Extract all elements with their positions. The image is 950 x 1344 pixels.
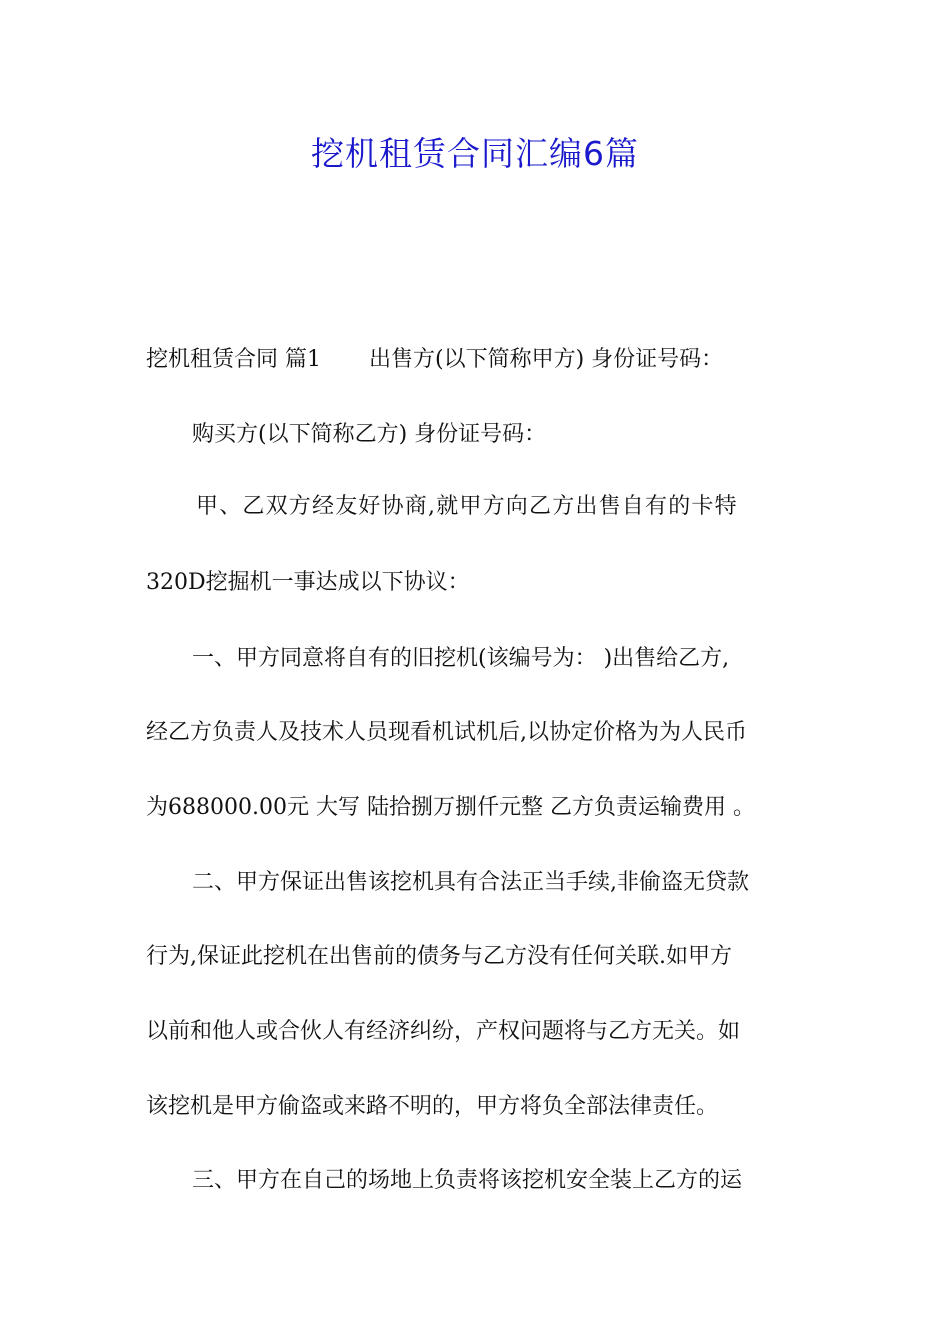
paragraph-line: 320D挖掘机一事达成以下协议：: [146, 570, 470, 595]
paragraph-line: 甲、乙双方经友好协商,就甲方向乙方出售自有的卡特: [196, 494, 738, 519]
paragraph-line: 一、甲方同意将自有的旧挖机(该编号为： )出售给乙方,: [192, 646, 730, 671]
section-heading: 挖机租赁合同 篇1: [146, 347, 321, 372]
paragraph-line: 二、甲方保证出售该挖机具有合法正当手续,非偷盗无贷款: [192, 870, 749, 895]
paragraph-line: 该挖机是甲方偷盗或来路不明的，甲方将负全部法律责任。: [146, 1094, 719, 1119]
paragraph-line: 经乙方负责人及技术人员现看机试机后,以协定价格为为人民币: [146, 720, 747, 745]
buyer-line: 购买方(以下简称乙方) 身份证号码：: [192, 422, 547, 447]
seller-line: 出售方(以下简称甲方) 身份证号码：: [369, 347, 724, 372]
paragraph-line: 三、甲方在自己的场地上负责将该挖机安全装上乙方的运: [192, 1168, 743, 1193]
paragraph-line: 为688000.00元 大写 陆拾捌万捌仟元整 乙方负责运输费用 。: [146, 795, 755, 820]
heading-line: [146, 345, 816, 375]
paragraph-line: 以前和他人或合伙人有经济纠纷，产权问题将与乙方无关。如: [146, 1019, 741, 1044]
document-title: 挖机租赁合同汇编6篇: [311, 134, 639, 173]
paragraph-line: 行为,保证此挖机在出售前的债务与乙方没有任何关联.如甲方: [146, 944, 732, 969]
